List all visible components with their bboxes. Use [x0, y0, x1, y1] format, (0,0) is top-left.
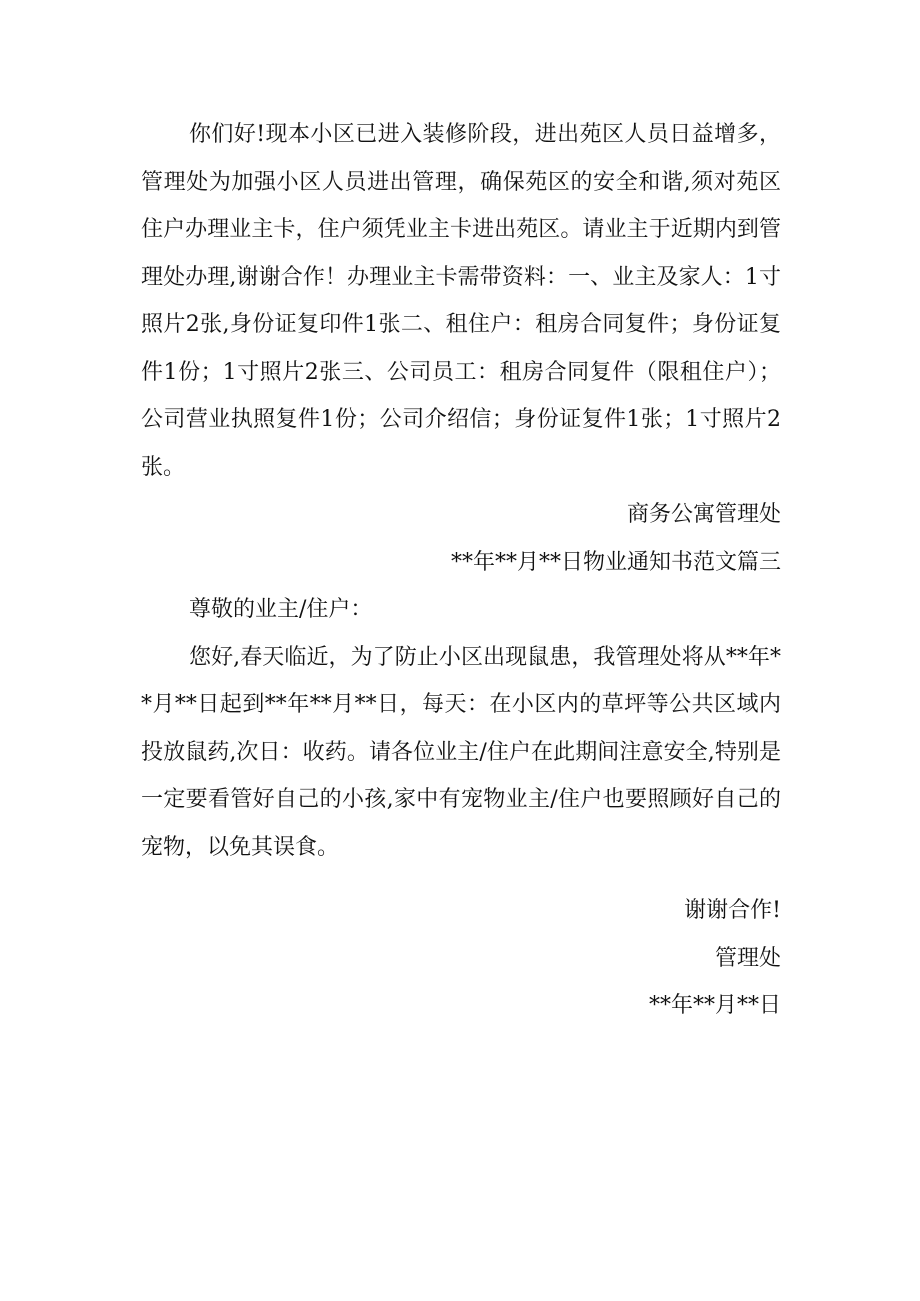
notice-three-signature: 管理处 — [714, 945, 781, 971]
notice-two-date-and-next-title: **年**月**日物业通知书范文篇三 — [450, 549, 781, 575]
document-page — [141, 111, 781, 1030]
notice-three-date: **年**月**日 — [648, 993, 781, 1018]
notice-two-signature: 商务公寓管理处 — [626, 502, 781, 527]
notice-three-body: 您好,春天临近，为了防止小区出现鼠患，我管理处将从**年**月**日起到**年**月**日，每天：在小区内的草坪等公共区域内投放鼠药,次日：收药。请各位业主/住户在此期间注意安全,特别是一定要看管好自己的小孩,家中有宠物业主/住户也要照顾好自己的宠物，以免其误食。 — [141, 644, 781, 860]
notice-three-salutation: 尊敬的业主/住户： — [189, 597, 373, 622]
notice-two-body: 你们好!现本小区已进入装修阶段，进出苑区人员日益增多，管理处为加强小区人员进出管理，确保苑区的安全和谐,须对苑区住户办理业主卡，住户须凭业主卡进出苑区。请业主于近期内到管理处办理,谢谢合作！办理业主卡需带资料：一、业主及家人：1寸照片2张,身份证复印件1张二、租住户：租房合同复件；身份证复件1份；1寸照片2张三、公司员工：租房合同复件（限租住户）；公司营业执照复件1份；公司介绍信；身份证复件1张；1寸照片2张。 — [141, 122, 781, 480]
notice-three-thanks: 谢谢合作! — [684, 898, 781, 923]
